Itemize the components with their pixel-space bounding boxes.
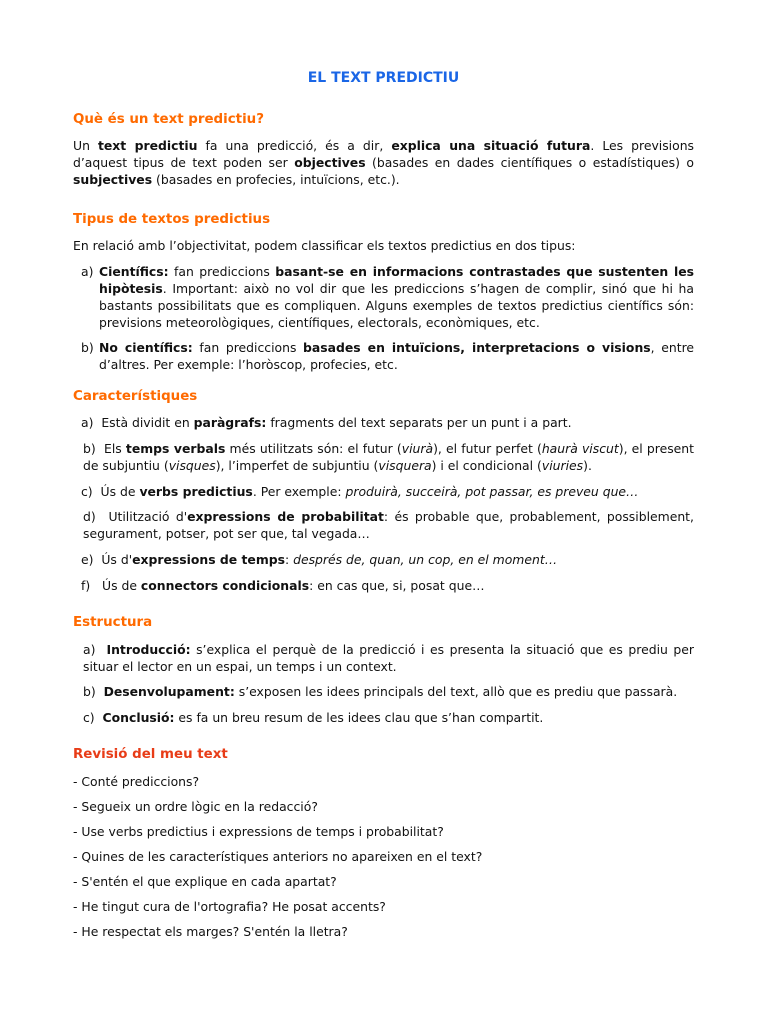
- list-label: b): [83, 684, 96, 699]
- page-title: EL TEXT PREDICTIU: [307, 70, 460, 86]
- list-text: [99, 339, 694, 373]
- italic-text: viurà: [401, 441, 434, 456]
- list-item-probabilitat: [83, 508, 694, 542]
- bold-text: expressions de temps: [132, 552, 285, 567]
- paragraph-definition: [73, 137, 694, 188]
- list-label: a): [83, 642, 96, 657]
- list-label: b): [83, 441, 96, 456]
- text: més utilitzats són: el futur (: [225, 441, 402, 456]
- text: , entre d’altres. Per exemple: l’horòscop, profecies, etc.: [99, 340, 695, 372]
- list-item-cientifics: [81, 263, 694, 331]
- text: ), el futur perfet (: [433, 441, 542, 456]
- list-label: c): [83, 710, 95, 725]
- text: Ús de: [102, 578, 141, 593]
- italic-text: produirà, succeirà, pot passar, es preveu que…: [345, 484, 639, 499]
- bold-text: Introducció:: [106, 642, 191, 657]
- checklist-item: - Quines de les característiques anteriors no apareixen en el text?: [73, 849, 483, 864]
- bold-text: basant-se en informacions contrastades que sustenten les hipòtesis: [99, 264, 695, 296]
- text: ).: [583, 458, 592, 473]
- checklist-item: - Conté prediccions?: [73, 774, 200, 789]
- text: es fa un breu resum de les idees clau que s’han compartit.: [174, 710, 544, 725]
- heading-tipus: Tipus de textos predictius: [73, 212, 271, 227]
- text: Ús de: [100, 484, 140, 499]
- list-item-verbs-predictius: [81, 483, 694, 500]
- list-label: a): [81, 415, 94, 430]
- text: . Les previsions d’aquest tipus de text poden ser: [73, 138, 695, 170]
- text: Utilització d': [108, 509, 188, 524]
- text: Un: [73, 138, 98, 153]
- bold-text: basades en intuïcions, interpretacions o visions: [303, 340, 651, 355]
- heading-revisio: Revisió del meu text: [73, 747, 228, 762]
- bold-text: expressions de probabilitat: [187, 509, 384, 524]
- checklist-item: - He respectat els marges? S'entén la lletra?: [73, 924, 348, 939]
- list-item-introduccio: [83, 641, 694, 675]
- list-item-temps-verbals: [83, 440, 694, 474]
- heading-caracteristiques: Característiques: [73, 389, 198, 404]
- bold-text: verbs predictius: [139, 484, 253, 499]
- bold-text: Conclusió:: [102, 710, 175, 725]
- list-item-paragrafs: [81, 414, 694, 431]
- bold-text: connectors condicionals: [140, 578, 310, 593]
- text: ) i el condicional (: [431, 458, 542, 473]
- list-label: e): [81, 552, 94, 567]
- list-label: a): [81, 264, 94, 279]
- list-item-expressions-temps: [81, 551, 694, 568]
- list-item-connectors: [81, 577, 694, 594]
- italic-text: visquera: [378, 458, 432, 473]
- checklist-item: - Use verbs predictius i expressions de temps i probabilitat?: [73, 824, 444, 839]
- text: . Important: això no vol dir que les prediccions s’hagen de complir, sinó que hi ha bastants possibilitats que es compliquen. Alguns exemples de textos predictius científics són: previsions meteorològiques, científiques, electorals, econòmiques, etc.: [99, 281, 694, 330]
- bold-text: subjectives: [73, 172, 153, 187]
- list-item-conclusio: [83, 709, 694, 726]
- bold-text: explica una situació futura: [391, 138, 591, 153]
- text: fragments del text separats per un punt i a part.: [266, 415, 572, 430]
- list-item-no-cientifics: [81, 339, 694, 373]
- list-label: b): [81, 340, 94, 355]
- text: (basades en profecies, intuïcions, etc.).: [152, 172, 400, 187]
- text: s’exposen les idees principals del text, allò que es prediu que passarà.: [234, 684, 678, 699]
- list-label: c): [81, 484, 93, 499]
- list-label: f): [81, 578, 91, 593]
- bold-text: paràgrafs:: [193, 415, 267, 430]
- text: . Per exemple:: [252, 484, 346, 499]
- text: Està dividit en: [101, 415, 194, 430]
- text: Els: [104, 441, 126, 456]
- list-text: [99, 263, 694, 331]
- text: (basades en dades científiques o estadístiques) o: [365, 155, 694, 170]
- bold-text: temps verbals: [125, 441, 226, 456]
- paragraph-tipus-intro: En relació amb l’objectivitat, podem classificar els textos predictius en dos tipus:: [73, 238, 576, 253]
- checklist-item: - Segueix un ordre lògic en la redacció?: [73, 799, 318, 814]
- bold-text: No científics:: [99, 340, 193, 355]
- italic-text: viuries: [541, 458, 584, 473]
- text: s’explica el perquè de la predicció i es presenta la situació que es prediu per situar el lector en un espai, un temps i un context.: [83, 642, 694, 674]
- bold-text: Científics:: [99, 264, 169, 279]
- bold-text: text predictiu: [97, 138, 198, 153]
- heading-que-es: Què és un text predictiu?: [73, 112, 264, 127]
- checklist-item: - He tingut cura de l'ortografia? He posat accents?: [73, 899, 386, 914]
- text: Ús d': [101, 552, 133, 567]
- text: ), el present de subjuntiu (: [83, 441, 694, 473]
- bold-text: Desenvolupament:: [103, 684, 235, 699]
- list-item-desenvolupament: [83, 683, 694, 700]
- text: :: [284, 552, 294, 567]
- text: ), l’imperfet de subjuntiu (: [215, 458, 379, 473]
- italic-text: visques: [168, 458, 216, 473]
- bold-text: objectives: [294, 155, 366, 170]
- text: fan prediccions: [168, 264, 276, 279]
- text: : en cas que, si, posat que…: [309, 578, 485, 593]
- checklist-item: - S'entén el que explique en cada apartat?: [73, 874, 337, 889]
- text: fa una predicció, és a dir,: [197, 138, 392, 153]
- heading-estructura: Estructura: [73, 615, 153, 630]
- italic-text: després de, quan, un cop, en el moment…: [293, 552, 558, 567]
- list-label: d): [83, 509, 96, 524]
- italic-text: haurà viscut: [541, 441, 619, 456]
- text: : és probable que, probablement, possiblement, segurament, potser, pot ser que, tal vegada…: [83, 509, 694, 541]
- text: fan prediccions: [192, 340, 304, 355]
